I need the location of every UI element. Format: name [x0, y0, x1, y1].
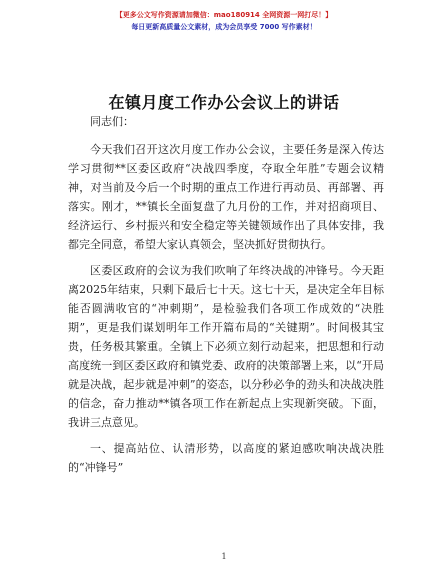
paragraph-intro: 今天我们召开这次月度工作办公会议，主要任务是深入传达学习贯彻**区委区政府“决战四季度，夺取全年胜”专题会议精神，对当前及今后一个时期的重点工作进行再动员、再部署、再落实。刚才，**镇长全面复盘了九月份的工作，并对招商项目、经济运行、乡村振兴和安全稳定等关键领域作出了具体安排，我都完全同意，希望大家认真领会，坚决抓好贯彻执行。	[68, 143, 384, 251]
page-number: 1	[221, 552, 227, 561]
document-body	[68, 112, 384, 477]
promo-header	[0, 9, 448, 33]
paragraph-deadline: 区委区政府的会议为我们吹响了年终决战的冲锋号。今天距离2025年结束，只剩下最后七十天。这七十天，是决定全年目标能否圆满收官的“冲刺期”，是检验我们各项工作成效的“决胜期”，更是我们谋划明年工作开篇布局的“关键期”。时间极其宝贵，任务极其繁重。全镇上下必须立刻行动起来，把思想和行动高度统一到区委区政府和镇党委、政府的决策部署上来，以“开局就是决战，起步就是冲刺”的姿态，以分秒必争的劲头和决战决胜的信念，奋力推动**镇各项工作在新起点上实现新突破。下面，我讲三点意见。	[68, 264, 384, 429]
promo-line-red: 【更多公文写作资源请加微信：mao180914 全网资源一网打尽！】	[115, 11, 333, 19]
promo-line-blue: 每日更新高质量公文素材，成为会员享受 7000 写作素材！	[131, 23, 317, 31]
section-heading-1: 一、提高站位、认清形势，以高度的紧迫感吹响决战决胜的“冲锋号”	[68, 442, 384, 474]
greeting: 同志们：	[90, 115, 134, 128]
document-title: 在镇月度工作办公会议上的讲话	[108, 93, 340, 112]
